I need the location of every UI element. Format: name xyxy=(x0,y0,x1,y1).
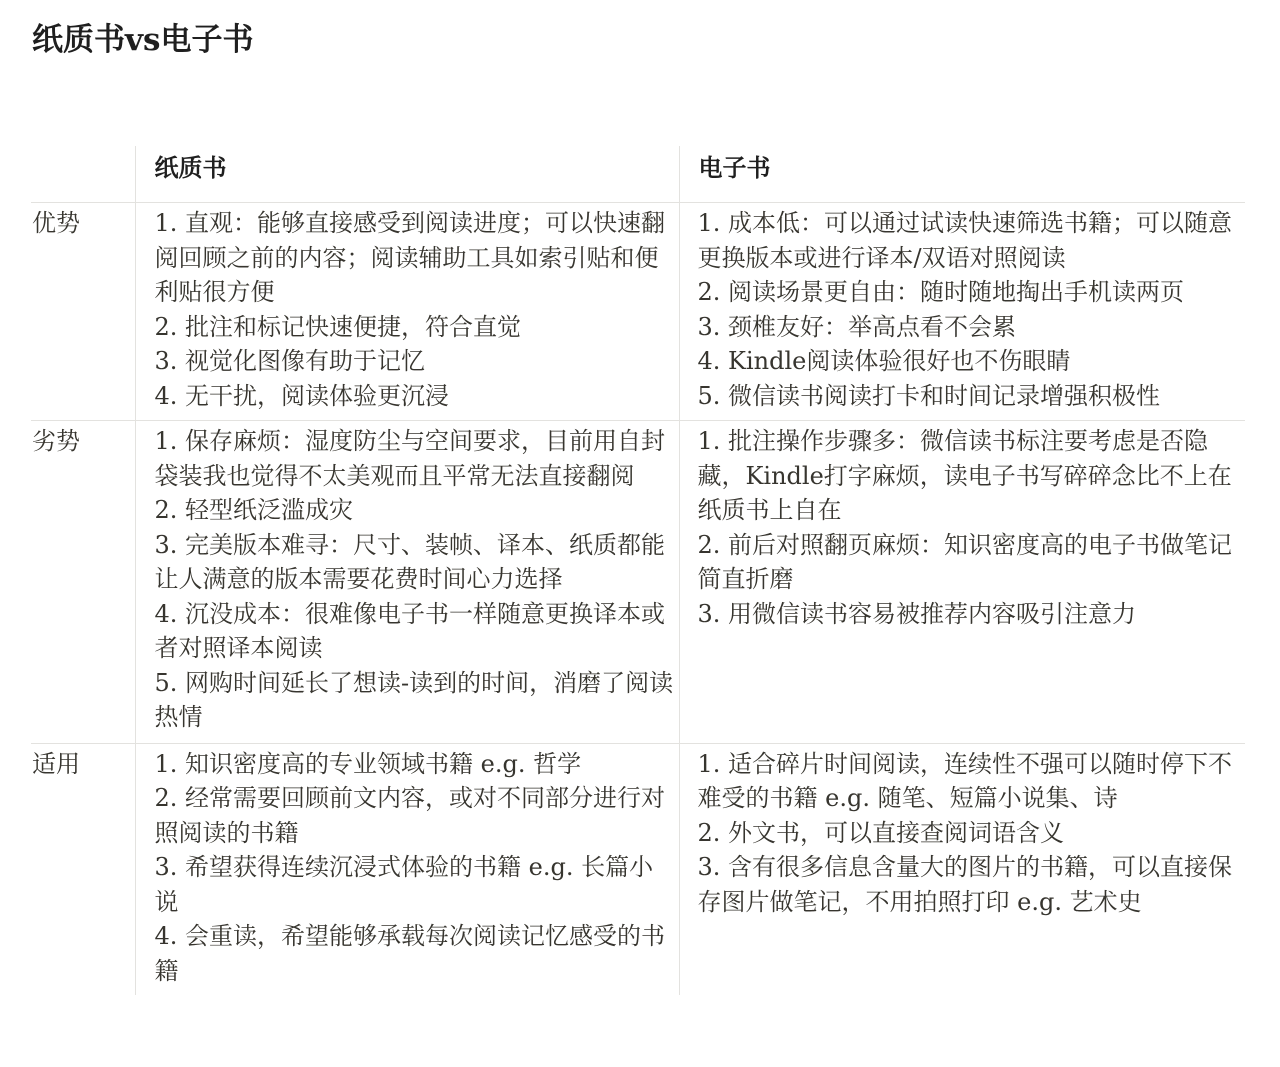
list-item: 1. 知识密度高的专业领域书籍 e.g. 哲学 xyxy=(154,749,582,778)
list-item: 1. 批注操作步骤多：微信读书标注要考虑是否隐藏，Kindle打字麻烦，读电子书写碎碎念比不上在纸质书上自在 xyxy=(697,427,1232,524)
list-item: 4. 无干扰，阅读体验更沉浸 xyxy=(154,381,450,410)
list-item: 4. 沉没成本：很难像电子书一样随意更换译本或者对照译本阅读 xyxy=(154,599,666,662)
comparison-table xyxy=(31,146,1245,995)
cell-paper-pros xyxy=(135,203,679,421)
header-paper-book: 纸质书 xyxy=(135,146,679,203)
list-item: 3. 用微信读书容易被推荐内容吸引注意力 xyxy=(697,599,1137,628)
list-item: 2. 轻型纸泛滥成灾 xyxy=(154,496,354,524)
list-item: 5. 微信读书阅读打卡和时间记录增强积极性 xyxy=(697,381,1161,410)
list-item: 1. 保存麻烦：湿度防尘与空间要求，目前用自封袋装我也觉得不太美观而且平常无法直接翻阅 xyxy=(154,427,666,490)
list-item: 3. 完美版本难寻：尺寸、装帧、译本、纸质都能让人满意的版本需要花费时间心力选择 xyxy=(154,530,666,593)
list-item: 2. 阅读场景更自由：随时随地掏出手机读两页 xyxy=(697,278,1185,306)
row-label-suitable: 适用 xyxy=(31,743,135,995)
list-item: 3. 颈椎友好：举高点看不会累 xyxy=(697,312,1017,341)
list-item: 3. 视觉化图像有助于记忆 xyxy=(154,347,426,375)
list-item: 3. 含有很多信息含量大的图片的书籍，可以直接保存图片做笔记，不用拍照打印 e.g. 艺术史 xyxy=(697,853,1233,916)
cell-paper-suitable xyxy=(135,743,679,995)
list-item: 1. 直观：能够直接感受到阅读进度；可以快速翻阅回顾之前的内容；阅读辅助工具如索引贴和便利贴很方便 xyxy=(154,209,666,306)
cell-ebook-cons xyxy=(679,421,1245,744)
table-header-row xyxy=(31,146,1245,203)
cell-paper-cons xyxy=(135,421,679,744)
list-item: 2. 外文书，可以直接查阅词语含义 xyxy=(697,818,1065,847)
page-title: 纸质书vs电子书 xyxy=(32,22,254,58)
table-row-cons xyxy=(31,421,1245,744)
list-item: 5. 网购时间延长了想读-读到的时间，消磨了阅读热情 xyxy=(154,668,674,731)
header-corner-cell xyxy=(31,146,135,203)
list-item: 3. 希望获得连续沉浸式体验的书籍 e.g. 长篇小说 xyxy=(154,853,654,916)
row-label-pros: 优势 xyxy=(31,203,135,421)
row-label-cons: 劣势 xyxy=(31,421,135,744)
cell-ebook-pros xyxy=(679,203,1245,421)
list-item: 4. 会重读，希望能够承载每次阅读记忆感受的书籍 xyxy=(154,922,666,985)
list-item: 4. Kindle阅读体验很好也不伤眼睛 xyxy=(697,347,1071,375)
list-item: 2. 批注和标记快速便捷，符合直觉 xyxy=(154,312,522,341)
list-item: 1. 成本低：可以通过试读快速筛选书籍；可以随意更换版本或进行译本/双语对照阅读 xyxy=(697,209,1233,272)
list-item: 2. 经常需要回顾前文内容，或对不同部分进行对照阅读的书籍 xyxy=(154,784,666,847)
cell-ebook-suitable xyxy=(679,743,1245,995)
list-item: 1. 适合碎片时间阅读，连续性不强可以随时停下不难受的书籍 e.g. 随笔、短篇小说集、诗 xyxy=(697,749,1233,812)
header-ebook: 电子书 xyxy=(679,146,1245,203)
table-row-pros xyxy=(31,203,1245,421)
list-item: 2. 前后对照翻页麻烦：知识密度高的电子书做笔记简直折磨 xyxy=(697,530,1233,593)
table-row-suitable xyxy=(31,743,1245,995)
